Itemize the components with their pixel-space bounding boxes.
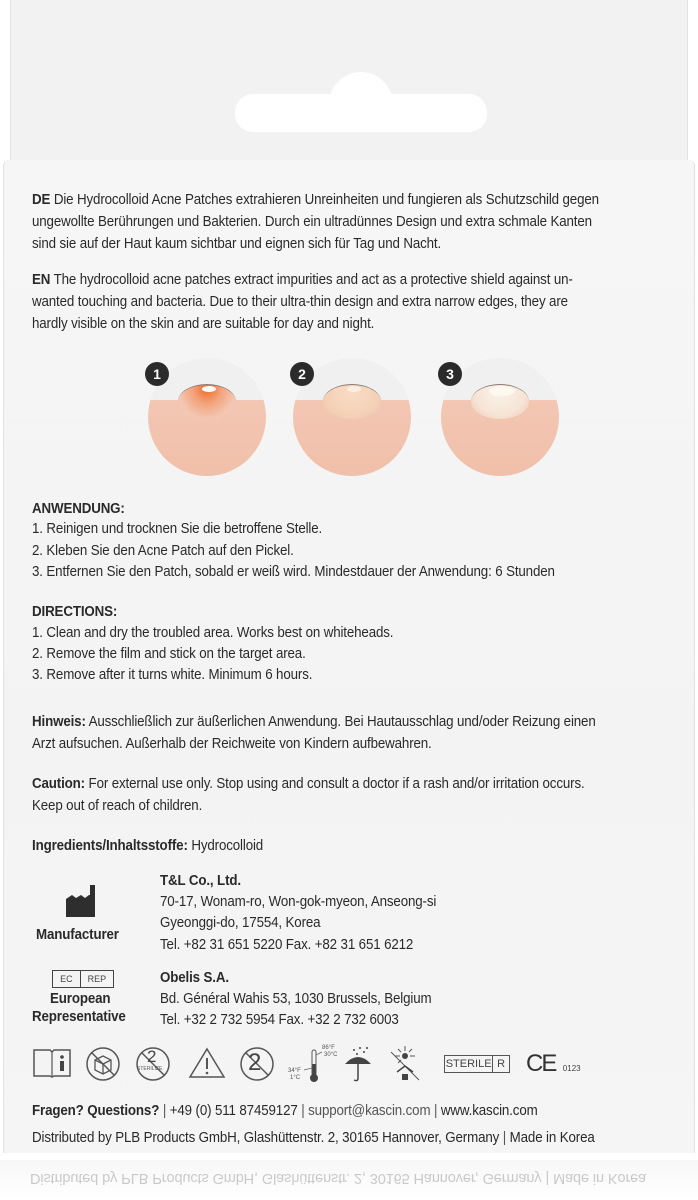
directions-item-1: 1. Clean and dry the troubled area. Works best on whiteheads. — [32, 625, 394, 641]
single-use-icon — [239, 1046, 275, 1082]
intro-en-line-2: wanted touching and bacteria. Due to their ultra-thin design and extra narrow edges, they are — [32, 294, 568, 310]
manufacturer-contact: Tel. +82 31 651 5220 Fax. +82 31 651 6212 — [160, 937, 414, 953]
directions-title: DIRECTIONS: — [32, 604, 118, 620]
anwendung-item-2: 2. Kleben Sie den Acne Patch auf den Pickel. — [32, 543, 294, 559]
digit: 2 — [248, 1049, 262, 1076]
temp-high-f: 86°F — [322, 1045, 335, 1051]
sterilize-text: STERILIZE — [137, 1066, 163, 1072]
made-in: Made in Korea — [509, 1130, 595, 1146]
manufacturer-name: T&L Co., Ltd. — [160, 873, 241, 889]
intro-de-line-1 — [32, 189, 599, 211]
hinweis-line-2: Arzt aufsuchen. Außerhalb der Reichweite von Kindern aufbewahren. — [32, 736, 432, 752]
distributor-text: Distributed by PLB Products GmbH, Glashüttenstr. 2, 30165 Hannover, Germany — [32, 1130, 500, 1146]
text: Distributed by PLB Products GmbH, Glashüttenstr. 2, 30165 Hannover, Germany — [30, 1170, 542, 1186]
website: www.kascin.com — [440, 1103, 538, 1119]
text: The hydrocolloid acne patches extract impurities and act as a protective shield against un- — [53, 272, 573, 288]
sterile-r-icon — [444, 1055, 510, 1073]
separator: | — [545, 1170, 550, 1186]
eu-rep-label-2: Representative — [32, 1009, 126, 1025]
temp-low-c: 1°C — [290, 1075, 301, 1081]
ingredients-value: Hydrocolloid — [187, 838, 264, 854]
separator: | — [502, 1130, 507, 1146]
sterile-method: R — [497, 1058, 506, 1070]
ec-rep-badge — [52, 970, 114, 988]
text: Die Hydrocolloid Acne Patches extrahieren Unreinheiten und fungieren als Schutzschild gegen — [53, 192, 599, 208]
caution-label: Caution: — [32, 776, 85, 792]
temp-low-f: 34°F — [288, 1068, 301, 1074]
anwendung-item-3: 3. Entfernen Sie den Patch, sobald er weiß wird. Mindestdauer der Anwendung: 6 Stunden — [32, 564, 555, 580]
ce-text: CE — [526, 1050, 556, 1077]
temperature-limit-icon — [286, 1046, 342, 1086]
separator: | — [433, 1103, 438, 1119]
reflected-distributor-text — [30, 1170, 670, 1186]
ce-mark-icon — [526, 1050, 581, 1078]
do-not-resterilize-icon — [135, 1046, 171, 1082]
ce-number: 0123 — [562, 1064, 581, 1073]
intro-en-line-3: hardly visible on the skin and are suitable for day and night. — [32, 316, 375, 332]
step-number-badge: 1 — [145, 362, 169, 386]
step-number-badge: 2 — [290, 362, 314, 386]
digit: 2 — [147, 1047, 157, 1066]
hinweis-label: Hinweis: — [32, 714, 86, 730]
hinweis-line-1 — [32, 711, 596, 733]
caution-line-2: Keep out of reach of children. — [32, 798, 203, 814]
eu-rep-name: Obelis S.A. — [160, 970, 229, 986]
step-number-badge: 3 — [438, 362, 462, 386]
step-illustration-3 — [441, 358, 559, 476]
hang-tab — [10, 0, 688, 160]
en-label: EN — [32, 272, 51, 288]
separator: | — [162, 1103, 167, 1119]
distributor-line — [32, 1127, 595, 1149]
intro-de-line-3: sind sie auf der Haut kaum sichtbar und eignen sich für Tag und Nacht. — [32, 236, 442, 252]
consult-instructions-icon — [32, 1046, 72, 1078]
do-not-use-if-damaged-icon — [85, 1046, 121, 1082]
ingredients-label: Ingredients/Inhaltsstoffe: — [32, 838, 188, 854]
step-illustration-1 — [148, 358, 266, 476]
temp-high-c: 30°C — [324, 1052, 338, 1058]
eu-rep-address: Bd. Général Wahis 53, 1030 Brussels, Belgium — [160, 991, 432, 1007]
factory-icon — [66, 885, 96, 917]
text: Ausschließlich zur äußerlichen Anwendung. Bei Hautausschlag und/oder Reizung einen — [85, 714, 596, 730]
anwendung-title: ANWENDUNG: — [32, 501, 125, 517]
manufacturer-label: Manufacturer — [36, 927, 119, 943]
keep-dry-icon — [342, 1046, 374, 1084]
contact-line — [32, 1100, 538, 1122]
separator: | — [301, 1103, 305, 1119]
hang-slot — [235, 94, 487, 132]
text: For external use only. Stop using and consult a doctor if a rash and/or irritation occurs. — [84, 776, 585, 792]
ec-text: EC — [53, 971, 81, 987]
rep-text: REP — [87, 974, 107, 984]
ingredients-line — [32, 835, 263, 857]
support-email: support@kascin.com — [308, 1103, 431, 1119]
eu-rep-label-1: European — [50, 991, 111, 1007]
keep-away-from-sunlight-icon — [387, 1046, 423, 1084]
step-illustration-2 — [293, 358, 411, 476]
directions-item-2: 2. Remove the film and stick on the target area. — [32, 646, 306, 662]
eu-rep-contact: Tel. +32 2 732 5954 Fax. +32 2 732 6003 — [160, 1012, 399, 1028]
manufacturer-address-2: Gyeonggi-do, 17554, Korea — [160, 915, 321, 931]
caution-warning-icon — [188, 1046, 226, 1080]
intro-en-line-1 — [32, 269, 573, 291]
text: Made in Korea — [553, 1170, 647, 1186]
intro-de-line-2: ungewollte Berührungen und Bakterien. Durch ein ultradünnes Design und extra schmale Kanten — [32, 214, 592, 230]
phone-number: +49 (0) 511 87459127 — [169, 1103, 298, 1119]
questions-label: Fragen? Questions? — [32, 1103, 160, 1119]
de-label: DE — [32, 192, 51, 208]
caution-line-1 — [32, 773, 585, 795]
manufacturer-address-1: 70-17, Wonam-ro, Won-gok-myeon, Anseong-si — [160, 894, 437, 910]
sterile-text: STERILE — [445, 1058, 492, 1070]
anwendung-item-1: 1. Reinigen und trocknen Sie die betroffene Stelle. — [32, 521, 323, 537]
directions-item-3: 3. Remove after it turns white. Minimum 6 hours. — [32, 667, 313, 683]
